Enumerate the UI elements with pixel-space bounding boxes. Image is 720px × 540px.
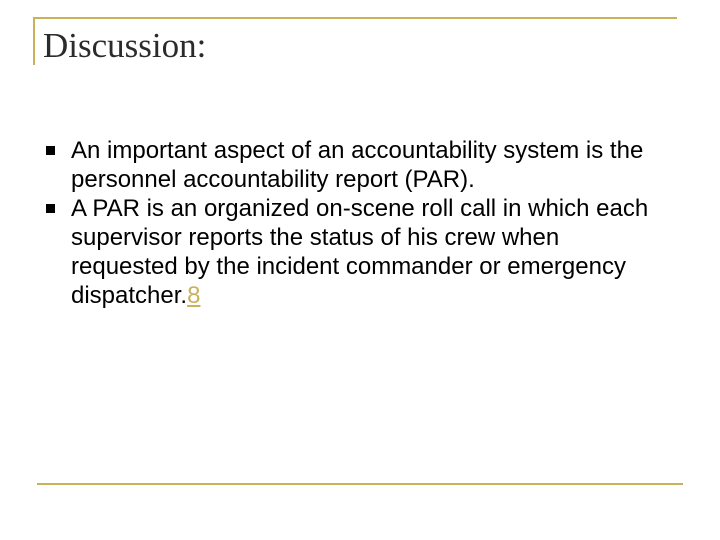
- bullet-item-1: [46, 136, 666, 194]
- title-frame-left-rule: [33, 17, 35, 65]
- bullet-list: [46, 136, 666, 310]
- footnote-link[interactable]: 8: [187, 282, 201, 309]
- bullet-item-2: [46, 194, 666, 310]
- title-frame-top-rule: [33, 17, 677, 19]
- bullet-text-2: A PAR is an organized on-scene roll call in which each supervisor reports the status of his crew when requested by the incident commander or emergency dispatcher.: [71, 195, 649, 309]
- square-bullet-icon: [46, 146, 55, 155]
- square-bullet-icon: [46, 204, 55, 213]
- bullet-text-1: An important aspect of an accountability system is the personnel accountability report (PAR).: [71, 137, 644, 193]
- slide-title: Discussion:: [43, 26, 207, 65]
- slide-bottom-rule: [37, 483, 683, 485]
